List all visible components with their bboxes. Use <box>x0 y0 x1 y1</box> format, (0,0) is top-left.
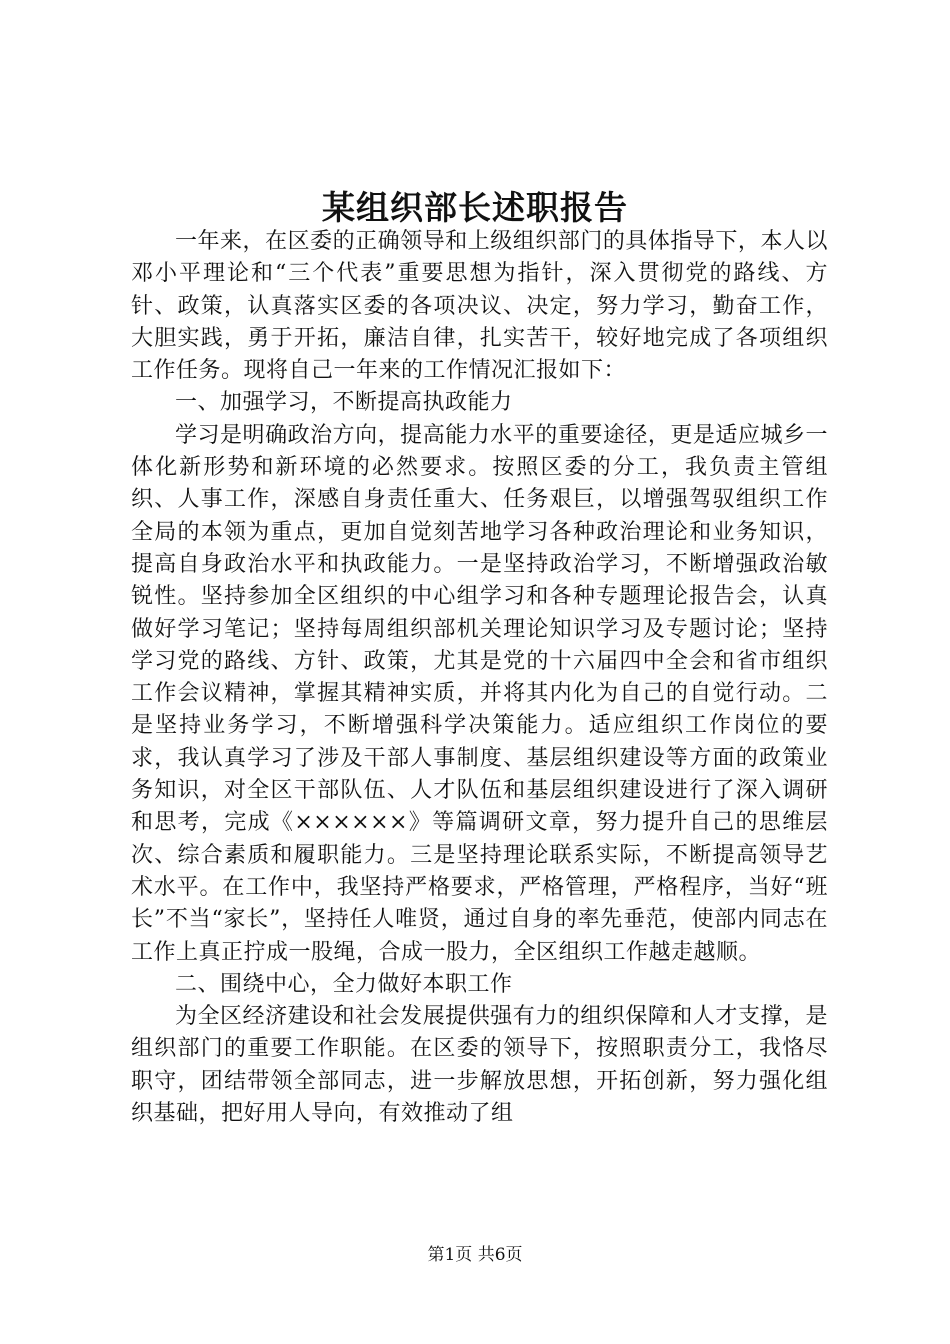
intro-paragraph: 一年来，在区委的正确领导和上级组织部门的具体指导下，本人以邓小平理论和“三个代表”重要思想为指针，深入贯彻党的路线、方针、政策，认真落实区委的各项决议、决定，努力学习，勤奋工作，大胆实践，勇于开拓，廉洁自律，扎实苦干，较好地完成了各项组织工作任务。现将自己一年来的工作情况汇报如下： <box>131 229 828 384</box>
page-footer: 第1页 共6页 <box>427 1245 523 1265</box>
section-1-paragraph: 学习是明确政治方向，提高能力水平的重要途径，更是适应城乡一体化新形势和新环境的必然要求。按照区委的分工，我负责主管组织、人事工作，深感自身责任重大、任务艰巨，以增强驾驭组织工作全局的本领为重点，更加自觉刻苦地学习各种政治理论和业务知识，提高自身政治水平和执政能力。一是坚持政治学习，不断增强政治敏锐性。坚持参加全区组织的中心组学习和各种专题理论报告会，认真做好学习笔记；坚持每周组织部机关理论知识学习及专题讨论；坚持学习党的路线、方针、政策，尤其是党的十六届四中全会和省市组织工作会议精神，掌握其精神实质，并将其内化为自己的自觉行动。二是坚持业务学习，不断增强科学决策能力。适应组织工作岗位的要求，我认真学习了涉及干部人事制度、基层组织建设等方面的政策业务知识，对全区干部队伍、人才队伍和基层组织建设进行了深入调研和思考，完成《××××××》等篇调研文章，努力提升自己的思维层次、综合素质和履职能力。三是坚持理论联系实际，不断提高领导艺术水平。在工作中，我坚持严格要求，严格管理，严格程序，当好“班长”不当“家长”，坚持任人唯贤，通过自身的率先垂范，使部内同志在工作上真正拧成一股绳，合成一股力，全区组织工作越走越顺。 <box>131 422 828 965</box>
document-title: 某组织部长述职报告 <box>322 188 628 227</box>
section-2-paragraph: 为全区经济建设和社会发展提供强有力的组织保障和人才支撑，是组织部门的重要工作职能。在区委的领导下，按照职责分工，我恪尽职守，团结带领全部同志，进一步解放思想，开拓创新，努力强化组织基础，把好用人导向，有效推动了组 <box>131 1004 828 1127</box>
section-heading-1: 一、加强学习，不断提高执政能力 <box>175 390 513 416</box>
section-heading-2: 二、围绕中心，全力做好本职工作 <box>175 971 513 997</box>
document-body <box>131 226 828 1130</box>
